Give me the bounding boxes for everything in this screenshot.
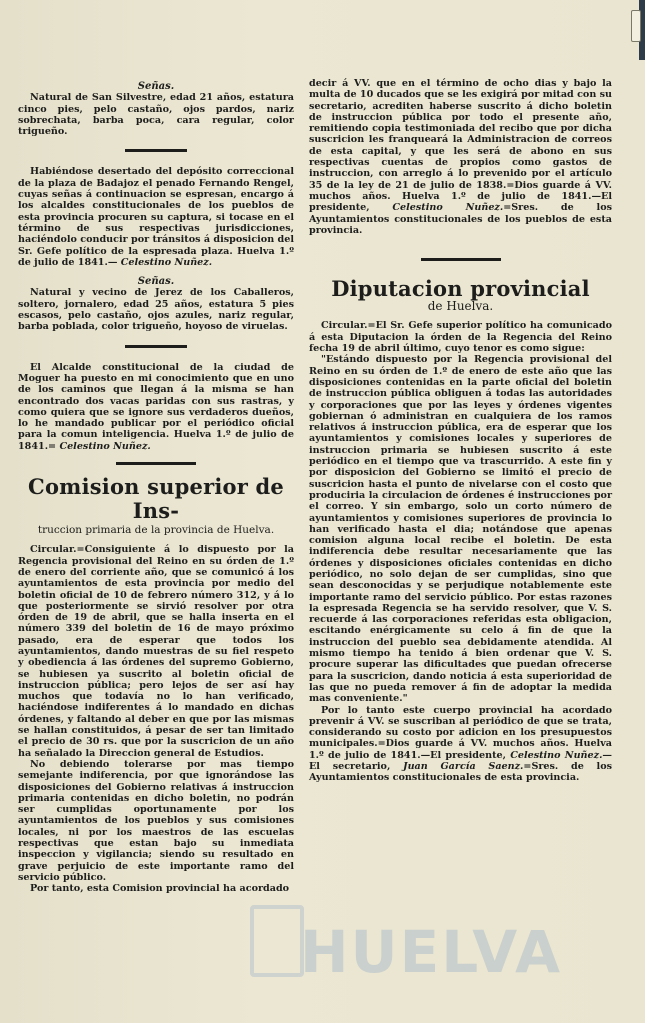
diputacion-paragraph-1: Circular.=El Sr. Gefe superior político ha comunicado á esta Diputacion la órden de la Regencia del Reino fecha 19 de abril último, cuyo tenor es como sigue: <box>309 320 612 355</box>
block3-text: Natural y vecino de Jerez de los Caballeros, soltero, jornalero, edad 25 años, estatura 5 pies escasos, pelo castaño, ojos azules, nariz regular, barba poblada, color trigueño, hoyoso de viruelas. <box>18 287 294 333</box>
block1-heading: Señas. <box>137 81 175 92</box>
divider <box>125 345 187 348</box>
divider <box>421 258 501 261</box>
block2-text: Habiéndose desertado del depósito correccional de la plaza de Badajoz el penado Fernando Rengel, cuyas señas á continuacion se espresan, encargo á los alcaldes constitucionales de los pueblos de esta provincia procuren su captura, si tocase en el término de sus respectivas jurisdicciones, haciéndolo conducir por tránsitos á disposicion del Sr. Gefe político de la espresada plaza. Huelva 1.º de julio de 1841.— Celestino Nuñez. <box>18 166 294 268</box>
comision-paragraph-2: No debiendo tolerarse por mas tiempo semejante indiferencia, por que ignorándose las disposiciones del Gobierno relativas á instruccion primaria contenidas en dicho boletin, no podrán ser cumplidas oportunamente por los ayuntamientos de los pueblos y sus comisiones locales, ni por los maestros de las escuelas respectivas que estan bajo su inmediata inspeccion y vigilancia; siendo su resultado en grave perjuicio de este importante ramo del servicio público. <box>18 758 294 883</box>
page-clip <box>631 10 641 42</box>
section-heading-comision: Comision superior de Ins- <box>28 474 284 524</box>
diputacion-quoted-order: "Estándo dispuesto por la Regencia provisional del Reino en su órden de 1.º de enero de este año que las disposiciones contenidas en la parte oficial del boletin de instruccion pública obliguen á todas las autoridades y corporaciones que por las leyes y órdenes vigentes gobiernan ó administran en cualquiera de los ramos relativos á instruccion pública, era de esperar que los ayuntamientos y comisiones locales y superiores de instruccion primaria se hubiesen suscrito á este periódico en el tiempo que va trascurrido. A este fin y por disposicion del Gobierno se limitó el precio de suscricion hasta el punto de nivelarse con el costo que produciria la circulacion de órdenes é instrucciones por el correo. Y sin embargo, solo un corto número de ayuntamientos y comisiones superiores de provincia lo han verificado hasta el dia; notándose que apenas comision alguna local recibe el boletin. De esta indiferencia debe resultar necesariamente que las órdenes y disposiciones oficiales contenidas en dicho periódico, no solo dejan de ser cumplidas, sino que sean desconocidas y se perjudique notablemente este importante ramo del servicio público. Por estas razones la espresada Regencia se ha servido resolver, que V. S. recuerde á las corporaciones referidas esta obligacion, escitando enérgicamente su celo á fin de que la instruccion del pueblo sea debidamente atendida. Al mismo tiempo ha tenido á bien ordenar que V. S. procure superar las dificultades que puedan ofrecerse para la suscricion, dando noticia á esta superioridad de las que no pueda remover á fin de adoptar la medida mas conveniente." <box>309 354 612 705</box>
section-subheading-comision: truccion primaria de la provincia de Huelva. <box>37 524 275 537</box>
comision-continuation: decir á VV. que en el término de ocho dias y bajo la multa de 10 ducados que se les exigirá por mitad con su secretario, acrediten haberse suscrito á dicho boletin de instruccion pública por todo el presente año, remitiendo copia testimoniada del recibo que por dicha suscricion les franqueará la Administracion de correos de esta capital, y que les será de abono en sus respectivas cuentas de propios como gastos de instruccion, con arreglo á lo prevenido por el artículo 35 de la ley de 21 de julio de 1838.=Dios guarde á VV. muchos años. Huelva 1.º de julio de 1841.—El presidente, Celestino Nuñez.=Sres. de los Ayuntamientos constitucionales de los pueblos de esta provincia. <box>309 78 613 236</box>
section-subheading-diputacion: de Huelva. <box>427 299 494 314</box>
comision-paragraph-1: Circular.=Consiguiente á lo dispuesto por la Regencia provisional del Reino en su órden de 1.º de enero del corriente año, que se comunicó á los ayuntamientos de esta provincia por medio del boletin oficial de 10 de febrero número 312, y á lo que posteriormente se sirvió resolver por otra órden de 19 de abril, que se halla inserta en el número 339 del boletin de 16 de mayo próximo pasado, era de esperar que todos los ayuntamientos, dando muestras de su fiel respeto y obediencia á las órdenes del supremo Gobierno, se hubiesen ya suscrito al boletin oficial de instruccion pública; pero lejos de ser así hay muchos que todavía no lo han verificado, haciéndose indiferentes á lo mandado en dichas órdenes, y faltando al deber en que por las mismas se hallan constituidos, á pesar de ser tan limitado el precio de 30 rs. que por la suscricion de un año ha señalado la Direccion general de Estudios. <box>18 544 294 759</box>
diputacion-paragraph-3: Por lo tanto este cuerpo provincial ha acordado prevenir á VV. se suscriban al periódico de que se trata, considerando su costo por adicion en los presupuestos municipales.=Dios guarde á VV. muchos años. Huelva 1.º de julio de 1841.—El presidente, Celestino Nuñez.—El secretario, Juan García Saenz.=Sres. de los Ayuntamientos constitucionales de esta provincia. <box>309 704 613 784</box>
section-heading-diputacion: Diputacion provincial <box>331 276 590 302</box>
block4-text: El Alcalde constitucional de la ciudad de Moguer ha puesto en mi conocimiento que en uno de los caminos que llegan á la misma se han encontrado dos vacas paridas con sus rastras, y como quiera que se ignore sus verdaderos dueños, lo he mandado publicar por el periódico oficial para la comun inteligencia. Huelva 1.º de julio de 1841.= Celestino Nuñez. <box>18 361 294 452</box>
comision-paragraph-3: Por tanto, esta Comision provincial ha acordado <box>30 883 290 895</box>
block3-heading: Señas. <box>137 276 175 288</box>
divider <box>116 462 196 465</box>
left-column <box>18 81 294 895</box>
watermark-logo-icon <box>250 905 304 977</box>
divider <box>125 149 187 152</box>
block1-text: Natural de San Silvestre, edad 21 años, estatura cinco pies, pelo castaño, ojos pardos, nariz sobrechata, barba poca, cara regular, color trigueño. <box>18 92 294 138</box>
right-column <box>309 78 612 784</box>
watermark-text: HUELVA <box>300 918 563 986</box>
